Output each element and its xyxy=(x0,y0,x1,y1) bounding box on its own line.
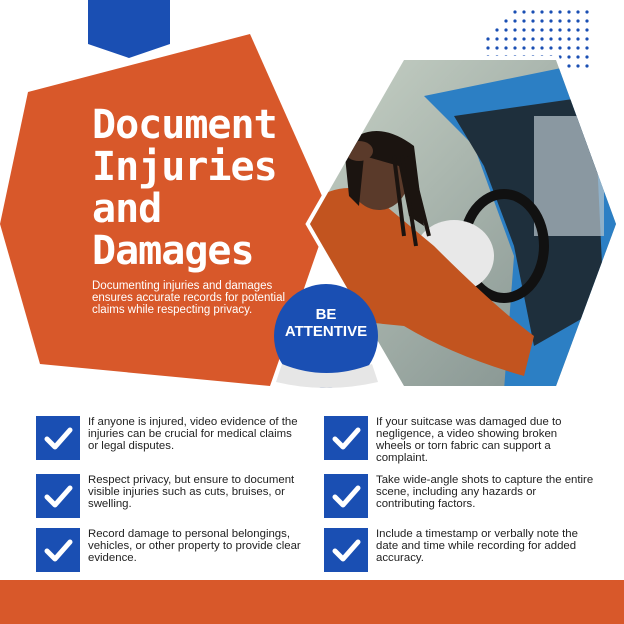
dot xyxy=(576,10,579,13)
dot xyxy=(540,19,543,22)
page-title xyxy=(92,104,322,272)
dot xyxy=(585,28,588,31)
dot xyxy=(540,10,543,13)
dot xyxy=(531,19,534,22)
dot xyxy=(522,37,525,40)
dot xyxy=(504,28,507,31)
dot xyxy=(567,37,570,40)
badge-text xyxy=(272,306,380,340)
title-line-4: Damages xyxy=(92,228,254,274)
dot xyxy=(549,46,552,49)
dot xyxy=(513,37,516,40)
checklist-text: Respect privacy, but ensure to document visible injuries such as cuts, bruises, or swelling. xyxy=(88,474,295,510)
checklist-item xyxy=(36,416,306,466)
dot xyxy=(567,10,570,13)
dot xyxy=(504,37,507,40)
dot xyxy=(495,28,498,31)
dot xyxy=(540,37,543,40)
checklist-item xyxy=(324,416,594,466)
dot xyxy=(576,19,579,22)
checklist-item xyxy=(324,474,594,524)
dot xyxy=(504,46,507,49)
checklist-item xyxy=(324,528,594,578)
dot xyxy=(576,46,579,49)
checkmark-icon xyxy=(324,416,368,460)
dot xyxy=(558,37,561,40)
dot xyxy=(558,46,561,49)
dot xyxy=(567,28,570,31)
dot xyxy=(549,10,552,13)
dot xyxy=(504,19,507,22)
badge-line-1: BE xyxy=(315,306,337,323)
dot xyxy=(585,46,588,49)
dot xyxy=(513,28,516,31)
dot xyxy=(567,46,570,49)
bottom-bar xyxy=(0,580,624,624)
title-line-3: and xyxy=(92,186,162,232)
dot xyxy=(585,19,588,22)
checkmark-icon xyxy=(36,416,80,460)
checkmark-icon xyxy=(36,474,80,518)
dot xyxy=(531,10,534,13)
dot xyxy=(549,28,552,31)
dot xyxy=(585,37,588,40)
checkmark-icon xyxy=(36,528,80,572)
checklist-item xyxy=(36,474,306,524)
checklist-text: If your suitcase was damaged due to negligence, a video showing broken wheels or torn fabric can support a complaint. xyxy=(376,416,562,464)
dot xyxy=(495,46,498,49)
checklist-text: Record damage to personal belongings, vehicles, or other property to provide clear evidence. xyxy=(88,528,301,564)
dot xyxy=(531,28,534,31)
checklist-item xyxy=(36,528,306,578)
checkmark-icon xyxy=(324,474,368,518)
dot xyxy=(486,37,489,40)
dot xyxy=(486,46,489,49)
dot xyxy=(531,46,534,49)
dot xyxy=(522,46,525,49)
dot xyxy=(585,10,588,13)
dot xyxy=(558,28,561,31)
dot xyxy=(522,10,525,13)
dot xyxy=(540,46,543,49)
dot xyxy=(558,10,561,13)
subtitle: Documenting injuries and damages ensures accurate records for potential claims while respecting privacy. xyxy=(92,280,286,316)
dot xyxy=(549,19,552,22)
dot xyxy=(558,19,561,22)
checklist-text: Take wide-angle shots to capture the entire scene, including any hazards or contributing factors. xyxy=(376,474,594,510)
dot xyxy=(522,19,525,22)
dot xyxy=(522,28,525,31)
dot xyxy=(576,37,579,40)
dot xyxy=(567,19,570,22)
checkmark-icon xyxy=(324,528,368,572)
dot xyxy=(513,10,516,13)
title-line-2: Injuries xyxy=(92,144,277,190)
dot xyxy=(540,28,543,31)
checklist-text: If anyone is injured, video evidence of the injuries can be crucial for medical claims or legal disputes. xyxy=(88,416,298,452)
dot xyxy=(513,46,516,49)
badge-line-2: ATTENTIVE xyxy=(284,323,368,340)
dot xyxy=(531,37,534,40)
dot xyxy=(495,37,498,40)
checklist-text: Include a timestamp or verbally note the date and time while recording for added accuracy. xyxy=(376,528,578,564)
dot xyxy=(576,28,579,31)
title-line-1: Document xyxy=(92,102,277,148)
dot xyxy=(513,19,516,22)
dot xyxy=(549,37,552,40)
